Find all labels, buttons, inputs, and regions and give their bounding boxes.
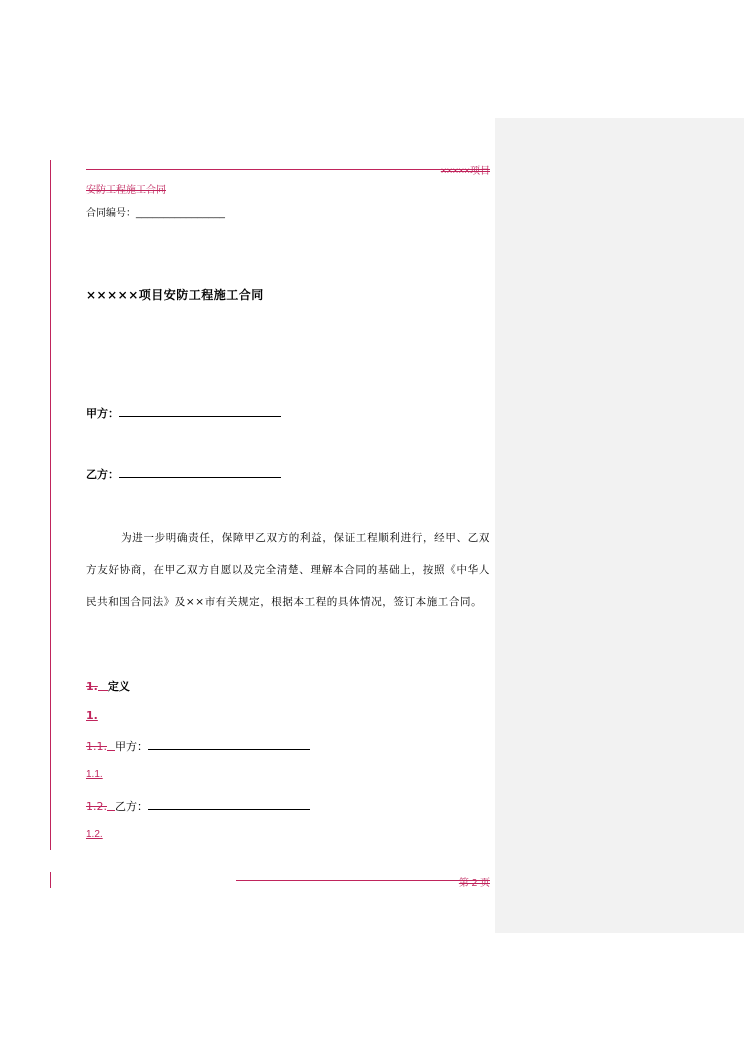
contract-number-blank: ________________ [136,208,225,219]
section-1-2-number-inserted: 1.2. [86,829,103,840]
preamble-text: 为进一步明确责任，保障甲乙双方的利益，保证工程顺利进行，经甲、乙双方友好协商，在甲乙双方自愿以及完全清楚、理解本合同的基础上，按照《中华人民共和国合同法》及××市有关规定，根据本工程的具体情况，签订本施工合同。 [86,532,490,608]
section-1-1-blank [148,738,310,750]
tab-strike [98,683,108,691]
header-right-text: ×××××项目 [440,166,490,177]
header-left-text: 安防工程施工合同 [86,185,166,196]
tab-strike [107,743,115,751]
section-1-1-line [86,738,310,754]
section-1-heading [86,678,130,694]
section-1-1-number-inserted: 1.1. [86,769,103,780]
section-1-2-number-deleted: 1.2. [86,800,107,813]
page-title: ×××××项目安防工程施工合同 [86,288,264,302]
party-a-blank [119,405,281,417]
change-bar-footer [50,872,51,888]
section-1-2-blank [148,798,310,810]
footer-page-number: 第 2 页 [458,878,490,889]
party-b-blank [119,466,281,478]
section-1-1-label: 甲方： [115,740,148,753]
section-1-title: 定义 [107,680,130,693]
party-a-line [86,405,281,421]
party-a-label: 甲方： [86,407,119,420]
section-1-1-number-deleted: 1.1. [86,740,107,753]
preamble-paragraph [86,522,490,618]
section-1-2-line [86,798,310,814]
section-1-number-deleted: 1. [86,680,98,693]
change-bar-top [50,160,51,850]
footer-rule [236,880,490,881]
comment-pane [495,118,744,933]
contract-number-line [86,204,225,219]
contract-number-label: 合同编号： [86,208,136,219]
section-1-number-inserted: 1. [86,709,98,722]
party-b-line [86,466,281,482]
section-1-2-label: 乙方： [115,800,148,813]
tab-strike [107,803,115,811]
party-b-label: 乙方： [86,468,119,481]
header-rule [86,169,490,170]
